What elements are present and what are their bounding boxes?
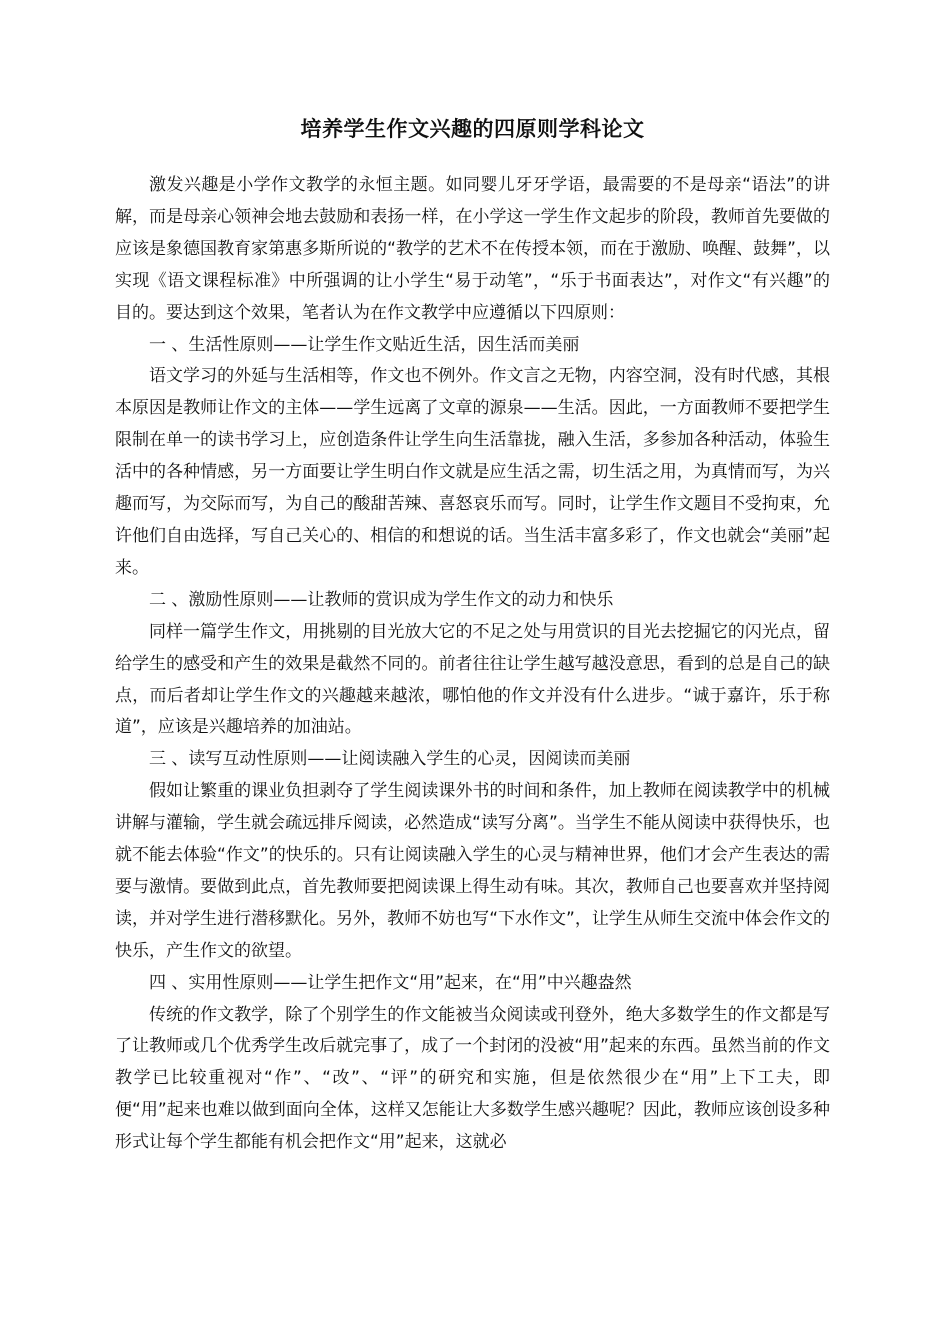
section-heading-2: 二 、激励性原则——让教师的赏识成为学生作文的动力和快乐 [149,589,614,610]
section-body-1: 语文学习的外延与生活相等，作文也不例外。作文言之无物，内容空洞，没有时代感，其根本原因是教师让作文的主体——学生远离了文章的源泉——生活。因此，一方面教师不要把学生限制在单一的读书学习上，应创造条件让学生向生活靠拢，融入生活，多参加各种活动，体验生活中的各种情感，另一方面要让学生明白作文就是应生活之需，切生活之用，为真情而写，为兴趣而写，为交际而写，为自己的酸甜苦辣、喜怒哀乐而写。同时，让学生作文题目不受拘束，允许他们自由选择，写自己关心的、相信的和想说的话。当生活丰富多彩了，作文也就会“美丽”起来。 [115,366,830,578]
section-heading-1: 一 、生活性原则——让学生作文贴近生活，因生活而美丽 [149,334,580,355]
document-title: 培养学生作文兴趣的四原则学科论文 [300,117,645,141]
section-body-4: 传统的作文教学，除了个别学生的作文能被当众阅读或刊登外，绝大多数学生的作文都是写了让教师或几个优秀学生改后就完事了，成了一个封闭的没被“用”起来的东西。虽然当前的作文教学已比较重视对“作”、“改”、“评”的研究和实施，但是依然很少在“用”上下工夫，即便“用”起来也难以做到面向全体，这样又怎能让大多数学生感兴趣呢？因此，教师应该创设多种形式让每个学生都能有机会把作文“用”起来，这就必 [115,1004,830,1153]
section-heading-3: 三 、读写互动性原则——让阅读融入学生的心灵，因阅读而美丽 [149,749,631,770]
document-page [115,112,830,1159]
section-body-2: 同样一篇学生作文，用挑剔的目光放大它的不足之处与用赏识的目光去挖掘它的闪光点，留给学生的感受和产生的效果是截然不同的。前者往往让学生越写越没意思，看到的总是自己的缺点，而后者却让学生作文的兴趣越来越浓，哪怕他的作文并没有什么进步。“诚于嘉许，乐于称道”，应该是兴趣培养的加油站。 [115,621,830,738]
intro-paragraph: 激发兴趣是小学作文教学的永恒主题。如同婴儿牙牙学语，最需要的不是母亲“语法”的讲解，而是母亲心领神会地去鼓励和表扬一样，在小学这一学生作文起步的阶段，教师首先要做的应该是象德国教育家第惠多斯所说的“教学的艺术不在传授本领，而在于激励、唤醒、鼓舞”，以实现《语文课程标准》中所强调的让小学生“易于动笔”，“乐于书面表达”，对作文“有兴趣”的目的。要达到这个效果，笔者认为在作文教学中应遵循以下四原则： [115,175,830,323]
section-body-3: 假如让繁重的课业负担剥夺了学生阅读课外书的时间和条件，加上教师在阅读教学中的机械讲解与灌输，学生就会疏远排斥阅读，必然造成“读写分离”。当学生不能从阅读中获得快乐，也就不能去体验“作文”的快乐的。只有让阅读融入学生的心灵与精神世界，他们才会产生表达的需要与激情。要做到此点，首先教师要把阅读课上得生动有味。其次，教师自己也要喜欢并坚持阅读，并对学生进行潜移默化。另外，教师不妨也写“下水作文”，让学生从师生交流中体会作文的快乐，产生作文的欲望。 [115,781,830,961]
section-heading-4: 四 、实用性原则——让学生把作文“用”起来，在“用”中兴趣盎然 [149,972,632,993]
